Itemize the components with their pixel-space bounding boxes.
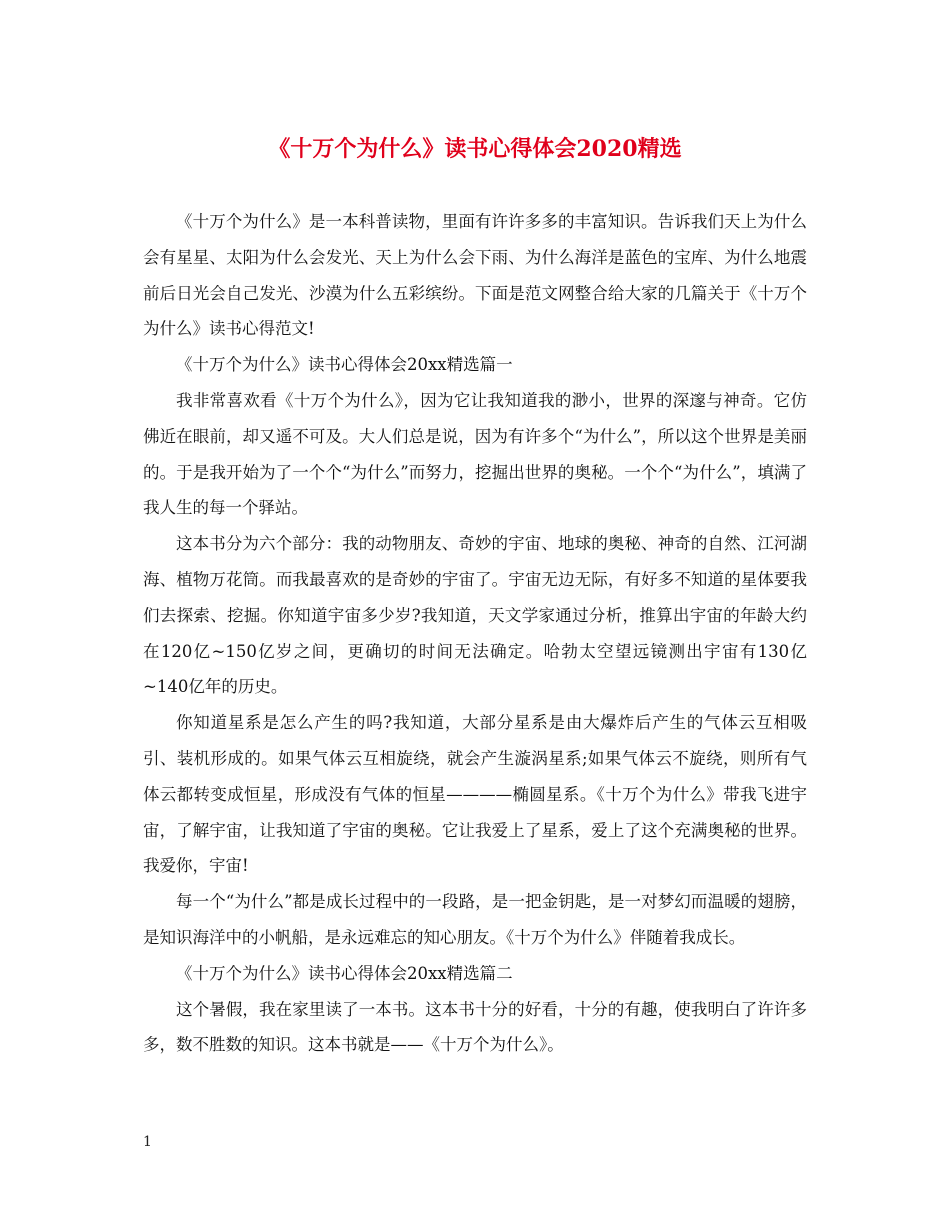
page-number: 1 [143,1134,152,1150]
intro-paragraph: 《十万个为什么》是一本科普读物，里面有许许多多的丰富知识。告诉我们天上为什么会有星星、太阳为什么会发光、天上为什么会下雨、为什么海洋是蓝色的宝库、为什么地震前后日光会自己发光、沙漠为什么五彩缤纷。下面是范文网整合给大家的几篇关于《十万个为什么》读书心得范文! [143,212,807,339]
section-heading-one: 《十万个为什么》读书心得体会20xx精选篇一 [176,355,513,375]
document-title: 《十万个为什么》读书心得体会2020精选 [268,136,682,162]
body-paragraph: 每一个“为什么”都是成长过程中的一段路，是一把金钥匙，是一对梦幻而温暖的翅膀，是知识海洋中的小帆船，是永远难忘的知心朋友。《十万个为什么》伴随着我成长。 [143,892,807,947]
section-heading-two: 《十万个为什么》读书心得体会20xx精选篇二 [176,963,513,983]
document-body [143,204,807,1063]
body-paragraph: 我非常喜欢看《十万个为什么》，因为它让我知道我的渺小，世界的深邃与神奇。它仿佛近在眼前，却又遥不可及。大人们总是说，因为有许多个“为什么”，所以这个世界是美丽的。于是我开始为了一个个“为什么”而努力，挖掘出世界的奥秘。一个个“为什么”，填满了我人生的每一个驿站。 [143,390,807,518]
body-paragraph: 这本书分为六个部分：我的动物朋友、奇妙的宇宙、地球的奥秘、神奇的自然、江河湖海、植物万花筒。而我最喜欢的是奇妙的宇宙了。宇宙无边无际，有好多不知道的星体要我们去探索、挖掘。你知道宇宙多少岁?我知道，天文学家通过分析，推算出宇宙的年龄大约在120亿~150亿岁之间，更确切的时间无法确定。哈勃太空望远镜测出宇宙有130亿~140亿年的历史。 [143,534,807,697]
body-paragraph: 这个暑假，我在家里读了一本书。这本书十分的好看，十分的有趣，使我明白了许许多多，数不胜数的知识。这本书就是——《十万个为什么》。 [143,999,807,1055]
body-paragraph: 你知道星系是怎么产生的吗?我知道，大部分星系是由大爆炸后产生的气体云互相吸引、装机形成的。如果气体云互相旋绕，就会产生漩涡星系;如果气体云不旋绕，则所有气体云都转变成恒星，形成没有气体的恒星————椭圆星系。《十万个为什么》带我飞进宇宙，了解宇宙，让我知道了宇宙的奥秘。它让我爱上了星系，爱上了这个充满奥秘的世界。我爱你，宇宙! [143,713,807,876]
